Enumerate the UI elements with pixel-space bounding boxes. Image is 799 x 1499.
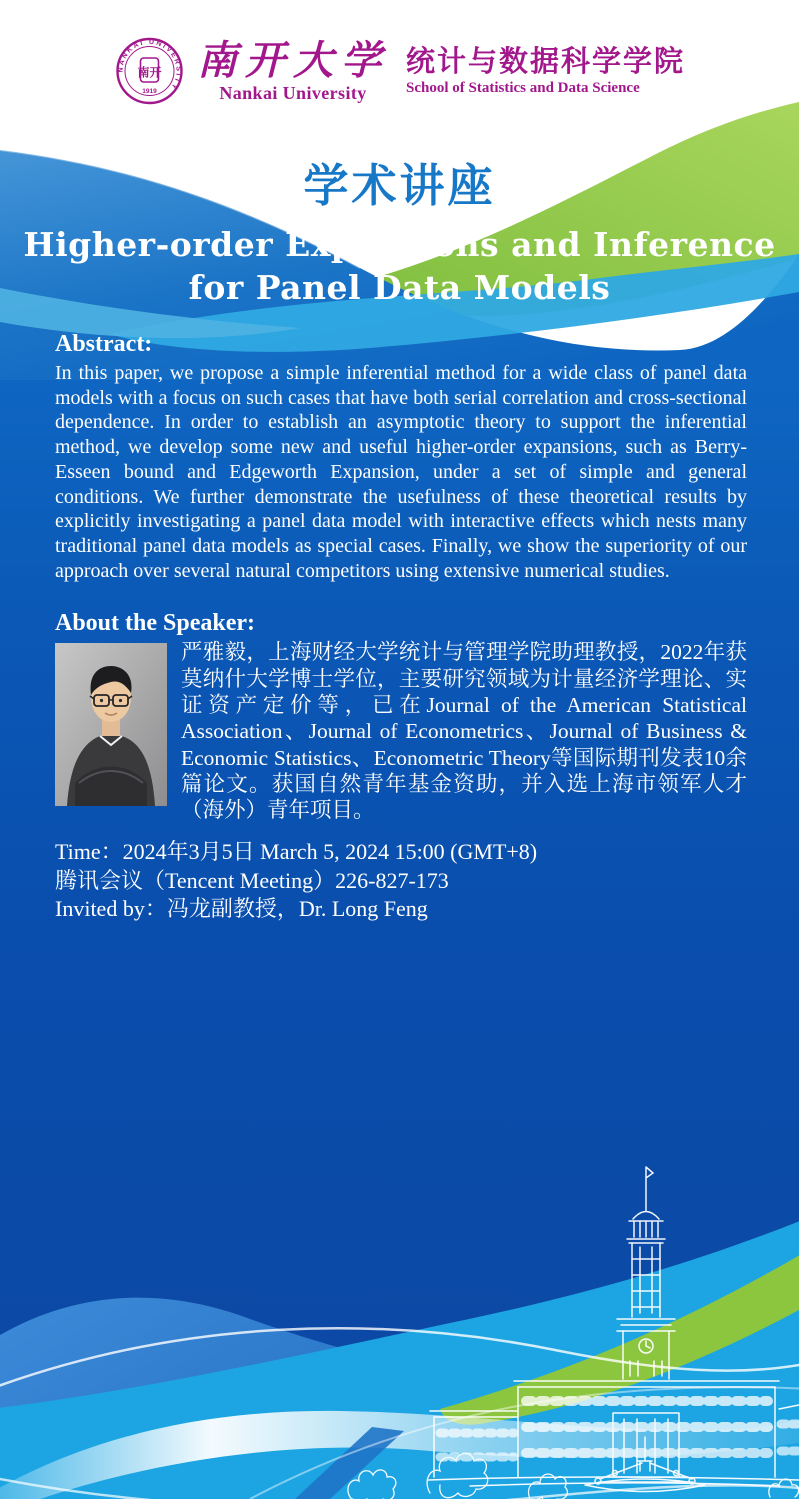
university-logo-lockup bbox=[114, 36, 685, 106]
poster-content bbox=[55, 331, 747, 924]
lecture-title bbox=[0, 223, 799, 309]
event-type-title: 学术讲座 bbox=[303, 159, 496, 212]
seal-year-text: 1919 bbox=[141, 88, 157, 95]
abstract-heading: Abstract: bbox=[55, 331, 153, 357]
speaker-heading: About the Speaker: bbox=[55, 610, 256, 637]
nankai-seal-icon bbox=[114, 36, 184, 106]
event-details bbox=[55, 838, 747, 924]
university-calligraphy: 南开大学 bbox=[196, 36, 389, 84]
seal-ring-text: NANKAI UNIVERSITY bbox=[116, 38, 182, 92]
abstract-text: In this paper, we propose a simple inferential method for a wide class of panel data models with a focus on such cases that have both serial correlation and cross-sectional dependence. In order to establish an asymptotic theory to support the inferential method, we develop some new and useful higher-order expansions, such as Berry-Esseen bound and Edgeworth Expansion, under a set of simple and general conditions. We further demonstrate the usefulness of these theoretical results by explicitly investigating a panel data model with interactive effects which nests many traditional panel data models as special cases. Finally, we show the superiority of our approach over several natural competitors using extensive numerical studies. bbox=[55, 362, 747, 582]
school-name-cn: 统计与数据科学学院 bbox=[405, 43, 686, 78]
event-time: Time：2024年3月5日 March 5, 2024 15:00 (GMT+8) bbox=[55, 839, 538, 865]
speaker-bio: 严雅毅，上海财经大学统计与管理学院助理教授，2022年获莫纳什大学博士学位，主要研究领域为计量经济学理论、实证资产定价等，已在Journal of the American Statistical Association、Journal of Econometrics、Journal of Business & Economic Statistics、Econometric Theory等国际期刊发表10余篇论文。获国自然青年基金资助，并入选上海市领军人才（海外）青年项目。 bbox=[181, 640, 747, 823]
lecture-title-line1: Higher-order Expansions and Inference bbox=[23, 225, 776, 264]
event-meeting: 腾讯会议（Tencent Meeting）226-827-173 bbox=[55, 867, 449, 893]
school-name-en: School of Statistics and Data Science bbox=[405, 79, 640, 96]
lecture-title-line2: for Panel Data Models bbox=[188, 268, 611, 307]
university-name-block bbox=[196, 36, 389, 103]
school-name-block bbox=[405, 43, 686, 96]
bottom-waves-decoration bbox=[0, 1079, 799, 1499]
speaker-photo bbox=[55, 643, 167, 806]
event-invited-by: Invited by：冯龙副教授，Dr. Long Feng bbox=[55, 896, 428, 922]
university-name-en: Nankai University bbox=[219, 82, 367, 103]
speaker-section bbox=[55, 640, 747, 823]
seal-center-text: 南开 bbox=[136, 65, 161, 80]
